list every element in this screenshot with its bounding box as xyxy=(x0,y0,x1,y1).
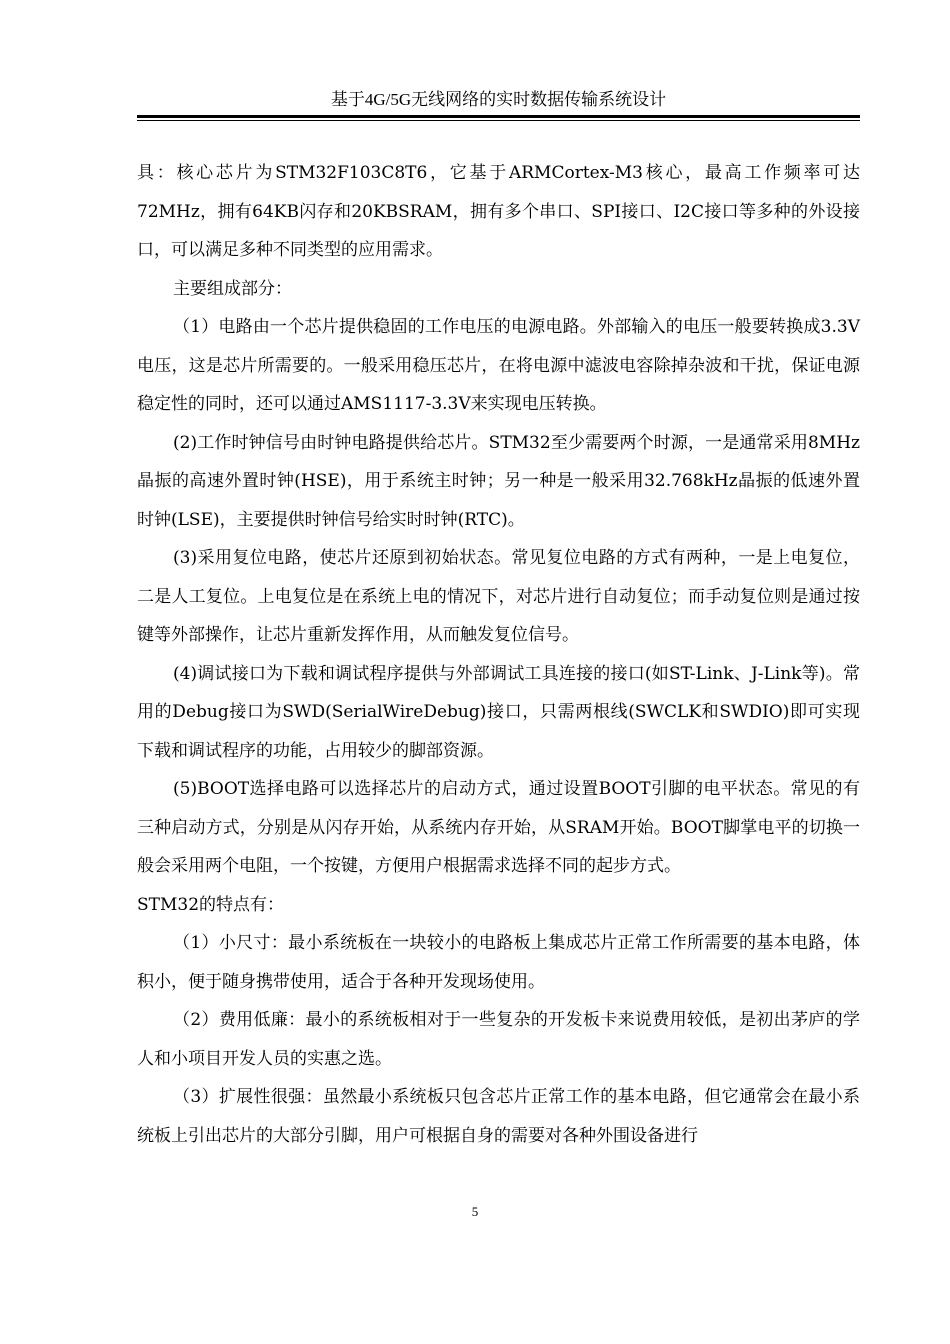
paragraph-debug-interface: (4)调试接口为下载和调试程序提供与外部调试工具连接的接口(如ST-Link、J-Link等)。常用的Debug接口为SWD(SerialWireDebug)接口，只需两根线(SWCLK和SWDIO)即可实现下载和调试程序的功能，占用较少的脚部资源。 xyxy=(137,663,860,761)
page-header-title: 基于4G/5G无线网络的实时数据传输系统设计 xyxy=(330,90,667,109)
paragraph-continuation: 具：核心芯片为STM32F103C8T6，它基于ARMCortex-M3核心，最高工作频率可达72MHz，拥有64KB闪存和20KBSRAM，拥有多个串口、SPI接口、I2C接口等多种的外设接口，可以满足多种不同类型的应用需求。 xyxy=(137,163,860,260)
body-text xyxy=(137,154,860,1155)
paragraph-power-circuit: （1）电路由一个芯片提供稳固的工作电压的电源电路。外部输入的电压一般要转换成3.3V电压，这是芯片所需要的。一般采用稳压芯片，在将电源中滤波电容除掉杂波和干扰，保证电源稳定性的同时，还可以通过AMS1117-3.3V来实现电压转换。 xyxy=(137,317,860,414)
paragraph-reset-circuit: (3)采用复位电路，使芯片还原到初始状态。常见复位电路的方式有两种，一是上电复位，二是人工复位。上电复位是在系统上电的情况下，对芯片进行自动复位；而手动复位则是通过按键等外部操作，让芯片重新发挥作用，从而触发复位信号。 xyxy=(137,548,860,645)
paragraph-feature-size: （1）小尺寸：最小系统板在一块较小的电路板上集成芯片正常工作所需要的基本电路，体积小，便于随身携带使用，适合于各种开发现场使用。 xyxy=(137,933,860,992)
header-rule-thin xyxy=(137,120,860,121)
page-number: 5 xyxy=(471,1204,479,1219)
paragraph-boot-circuit: (5)BOOT选择电路可以选择芯片的启动方式，通过设置BOOT引脚的电平状态。常见的有三种启动方式，分别是从闪存开始，从系统内存开始，从SRAM开始。BOOT脚掌电平的切换一般会采用两个电阻，一个按键，方便用户根据需求选择不同的起步方式。 xyxy=(137,779,860,876)
header-rule-thick xyxy=(137,115,860,118)
paragraph-features-heading: STM32的特点有： xyxy=(137,894,285,915)
paragraph-clock-circuit: (2)工作时钟信号由时钟电路提供给芯片。STM32至少需要两个时源，一是通常采用8MHz晶振的高速外置时钟(HSE)，用于系统主时钟；另一种是一般采用32.768kHz晶振的低速外置时钟(LSE)，主要提供时钟信号给实时时钟(RTC)。 xyxy=(137,432,860,530)
paragraph-feature-extensibility: （3）扩展性很强：虽然最小系统板只包含芯片正常工作的基本电路，但它通常会在最小系统板上引出芯片的大部分引脚，用户可根据自身的需要对各种外围设备进行 xyxy=(137,1087,860,1146)
paragraph-feature-cost: （2）费用低廉：最小的系统板相对于一些复杂的开发板卡来说费用较低，是初出茅庐的学人和小项目开发人员的实惠之选。 xyxy=(137,1010,860,1069)
paragraph-components-heading: 主要组成部分： xyxy=(173,278,292,299)
